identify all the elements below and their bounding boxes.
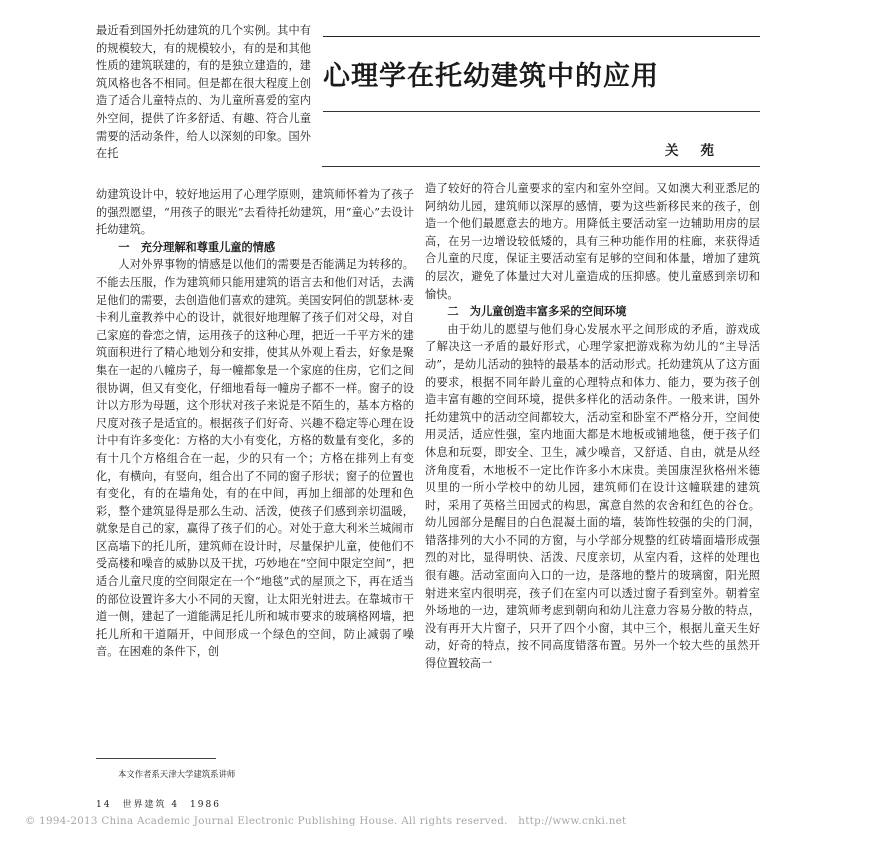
left-column — [96, 186, 414, 661]
copyright-watermark: © 1994-2013 China Academic Journal Electronic Publishing House. All rights reserved. http://www.cnki.net — [25, 815, 627, 827]
body-paragraph: 由于幼儿的愿望与他们身心发展水平之间形成的矛盾，游戏成了解决这一矛盾的最好形式，心理学家把游戏称为幼儿的“主导活动”，是幼儿活动的独特的最基本的活动形式。托幼建筑从了这方面的要求，根据不同年龄儿童的心理特点和体力、能力，要为孩子创造丰富有趣的空间环境，提供多样化的活动条件。一般来讲，国外托幼建筑中的活动空间都较大，活动室和卧室不严格分开，空间使用灵活，适应性强，室内地面大都是木地板或铺地毯，便于孩子们休息和玩耍，即安全、卫生，减少噪音，又舒适、自由，就是从经济角度看，木地板不一定比作许多小木床贵。美国康涅狄格州米德贝里的一所小学校中的幼儿园，建筑师们在设计这幢联建的建筑时，采用了英格兰田园式的构思，寓意自然的农舍和红色的谷仓。幼儿园部分是醒目的白色混凝土面的墙，装饰性较强的尖的门洞，错落排列的大小不同的方窗，与小学部分规整的红砖墙面墙形成强烈的对比，显得明快、活泼、尺度亲切，从室内看，这样的处理也很有趣。活动室面向入口的一边，是落地的整片的玻璃窗，阳光照射进来室内很明亮，孩子们在室内可以透过窗子看到室外。朝着室外场地的一边，建筑师考虑到朝向和幼儿注意力容易分散的特点，没有再开大片窗子，只开了四个小窗，其中三个，根据儿童天生好动，好奇的特点，按不同高度错落布置。另外一个较大些的虽然开得位置较高一 — [425, 322, 760, 671]
right-column — [425, 180, 760, 673]
intro-paragraph — [96, 22, 311, 163]
article-title: 心理学在托幼建筑中的应用 — [323, 61, 659, 92]
footnote: 本文作者系天津大学建筑系讲师 — [118, 769, 236, 779]
title-bottom-rule — [323, 111, 760, 112]
page-footer: 14 世界建筑 4 1986 — [96, 800, 221, 810]
section-heading: 一 充分理解和尊重儿童的情感 — [118, 239, 276, 254]
body-paragraph: 人对外界事物的情感是以他们的需要是否能满足为转移的。不能去压服，作为建筑师只能用建筑的语言去和他们对话，去满足他们的需要，去创造他们喜欢的建筑。美国安阿伯的凯瑟林·麦卡利儿童教养中心的设计，就很好地理解了孩子们对父母，对自己家庭的眷恋之情，运用孩子的这种心理，把近一千平方米的建筑面积进行了精心地划分和安排，使其从外观上看去，好象是聚集在一起的八幢房子，每一幢都象是一个家庭的住房，它们之间很协调，但又有变化，仔细地看每一幢房子都不一样。窗子的设计以方形为母题，这个形状对孩子来说是不陌生的，基本方格的尺度对孩子是适宜的。根据孩子们好奇、兴趣不稳定等心理在设计中有许多变化：方格的大小有变化，方格的数量有变化，多的有十几个方格组合在一起，少的只有一个；方格在排列上有变化，有横向，有竖向，组合出了不同的窗子形状；窗子的位置也有变化，有的在墙角处，有的在中间，再加上细部的处理和色彩，整个建筑显得是那么生动、活泼，使孩子们感到亲切温暖，就象是自己的家，赢得了孩子们的心。对处于意大利米兰城闹市区高墙下的托儿所，建筑师在设计时，尽量保护儿童，使他们不受高楼和噪音的威胁以及干扰，巧妙地在“空间中限定空间”，把适合儿童尺度的空间限定在一个“地毯”式的屋顶之下，再在适当的部位设置许多大小不同的天窗，让太阳光射进去。在靠城市干道一侧，建起了一道能满足托儿所和城市要求的玻璃格网墙，把托儿所和干道隔开，中间形成一个绿色的空间，防止减弱了噪音。在困难的条件下，创 — [96, 258, 414, 659]
author-rule — [322, 166, 760, 167]
intro-text: 最近看到国外托幼建筑的几个实例。其中有的规模较大，有的规模较小，有的是和其他性质的建筑联建的，有的是独立建造的，建筑风格也各不相同。但是都在很大程度上创造了适合儿童特点的、为儿童所喜爱的室内外空间，提供了许多舒适、有趣、符合儿童需要的活动条件，给人以深刻的印象。国外在托 — [96, 24, 311, 161]
article-author: 关苑 — [665, 143, 736, 159]
body-paragraph: 幼建筑设计中，较好地运用了心理学原则，建筑师怀着为了孩子的强烈愿望，“用孩子的眼光”去看待托幼建筑，用“童心”去设计托幼建筑。 — [96, 188, 414, 237]
section-heading: 二 为儿童创造丰富多采的空间环境 — [447, 304, 627, 319]
body-paragraph: 造了较好的符合儿童要求的室内和室外空间。又如澳大利亚悉尼的阿纳幼儿园，建筑师以深厚的感情，要为这些新移民来的孩子，创造一个他们最愿意去的地方。用降低主要活动室一边辅助用房的层高，在另一边增设较低矮的，具有三种功能作用的柱廊，来获得适合儿童的尺度，保证主要活动室有足够的空间和体量，增加了建筑的层次，避免了体量过大对儿童造成的压抑感。使儿童感到亲切和愉快。 — [425, 182, 760, 301]
title-top-rule — [323, 36, 760, 37]
footnote-rule — [96, 758, 216, 759]
